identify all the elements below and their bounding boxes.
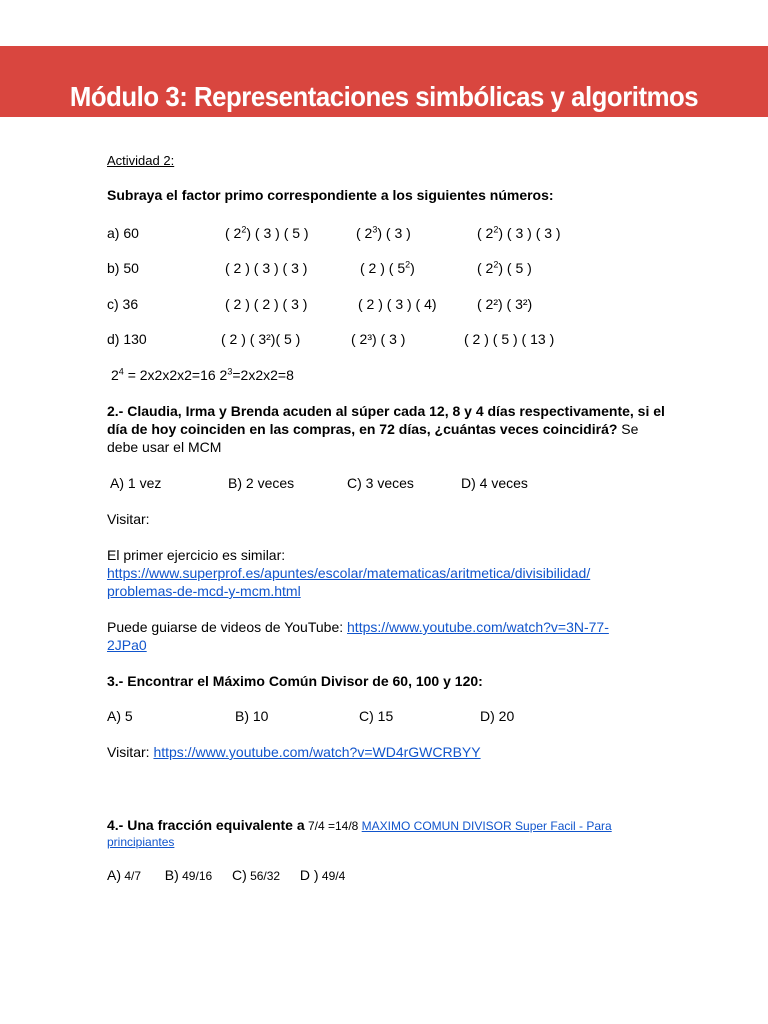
q3-option-d[interactable]: D) 20 [480, 708, 515, 724]
q4-option-b[interactable]: B) 49/16 [164, 867, 213, 883]
mcd-video-link[interactable]: MAXIMO COMUN DIVISOR Super Facil - Para [361, 819, 612, 833]
q3-visitar: Visitar: https://www.youtube.com/watch?v=WD4rGWCRBYY [107, 744, 481, 760]
q2-option-b[interactable]: B) 2 veces [228, 475, 295, 491]
question-4: 4.- Una fracción equivalente a 7/4 =14/8 MAXIMO COMUN DIVISOR Super Facil - Para [107, 817, 612, 833]
youtube-link-1[interactable]: https://www.youtube.com/watch?v=3N-77- [347, 619, 609, 635]
factor-option[interactable]: ( 2 ) ( 3 ) ( 4) [358, 296, 437, 312]
youtube-link-2[interactable]: https://www.youtube.com/watch?v=WD4rGWCRBYY [153, 744, 481, 760]
factor-option[interactable]: ( 2 ) ( 3 ) ( 3 ) [225, 260, 308, 276]
q2-option-c[interactable]: C) 3 veces [347, 475, 414, 491]
factor-option[interactable]: ( 2 ) ( $5^2$) [360, 259, 415, 276]
youtube-link-1-cont[interactable]: 2JPa0 [107, 637, 147, 653]
page-title: Módulo 3: Representaciones simbólicas y algoritmos [69, 81, 699, 112]
question-2: 2.- Claudia, Irma y Brenda acuden al súper cada 12, 8 y 4 días respectivamente, si el día de hoy coinciden en las compras, en 72 días, ¿cuántas veces coincidirá? Se debe usar el MCM [107, 403, 665, 455]
q2-option-a[interactable]: A) 1 vez [110, 475, 162, 491]
q4-option-d[interactable]: D ) 49/4 [299, 867, 346, 883]
factor-option[interactable]: ( 2 ) ( 2 ) ( 3 ) [225, 296, 308, 312]
row-label: d) 130 [107, 331, 147, 347]
power-note: $2^4 = 2x2x2x2=16$ $2^3=2x2x2=8$ [111, 366, 294, 383]
q2-option-d[interactable]: D) 4 veces [461, 475, 528, 491]
q3-option-b[interactable]: B) 10 [235, 708, 269, 724]
q2-similar: El primer ejercicio es similar: [107, 547, 286, 563]
factor-option[interactable]: ( $2^2$) ( 3 ) ( 5 ) [225, 224, 309, 241]
superprof-link[interactable]: https://www.superprof.es/apuntes/escolar/matematicas/aritmetica/divisibilidad/ [107, 565, 591, 581]
q3-option-c[interactable]: C) 15 [359, 708, 394, 724]
activity-label: Actividad 2: [107, 153, 175, 168]
factor-option[interactable]: ( 2 ) ( 5 ) ( 13 ) [464, 331, 555, 347]
superprof-link-cont[interactable]: problemas-de-mcd-y-mcm.html [107, 583, 301, 599]
factor-option[interactable]: ( $2^2$) ( 5 ) [477, 259, 532, 276]
row-label: b) 50 [107, 260, 139, 276]
factor-option[interactable]: ( 2³) ( 3 ) [351, 331, 406, 347]
q4-options [107, 866, 345, 885]
row-label: c) 36 [107, 296, 139, 312]
factor-option[interactable]: ( $2^2$) ( 3 ) ( 3 ) [477, 224, 561, 241]
mcd-video-link-cont[interactable]: principiantes [107, 835, 175, 849]
q2-visitar: Visitar: [107, 511, 150, 527]
factor-option[interactable]: ( 2 ) ( 3²)( 5 ) [221, 331, 301, 347]
instruction-text: Subraya el factor primo correspondiente a los siguientes números: [107, 187, 554, 203]
question-3: 3.- Encontrar el Máximo Común Divisor de 60, 100 y 120: [107, 673, 483, 689]
factor-option[interactable]: ( 2²) ( 3²) [477, 296, 533, 312]
row-label: a) 60 [107, 225, 139, 241]
factor-option[interactable]: ( $2^3$) ( 3 ) [356, 224, 411, 241]
youtube-guide: Puede guiarse de videos de YouTube: https://www.youtube.com/watch?v=3N-77- [107, 619, 609, 635]
q4-option-a[interactable]: A) 4/7 [107, 867, 142, 883]
q4-option-c[interactable]: C) 56/32 [231, 867, 281, 883]
q3-option-a[interactable]: A) 5 [107, 708, 133, 724]
